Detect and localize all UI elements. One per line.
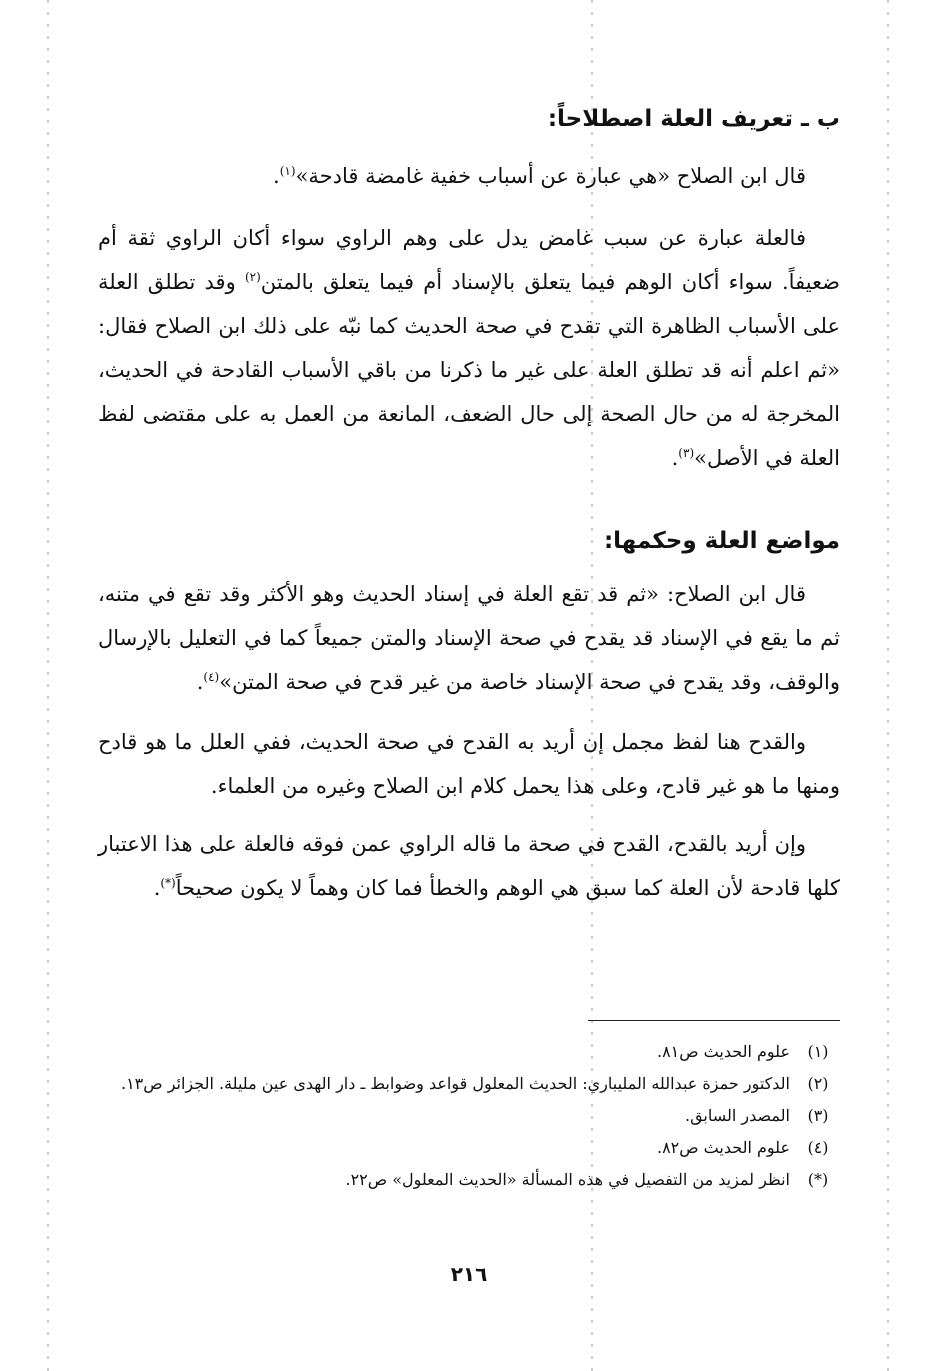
footnotes: [98, 1036, 840, 1196]
paragraph-positions-end: .: [196, 670, 204, 694]
footnote-separator: [588, 1020, 840, 1021]
footnote-ref-4: (٤): [203, 670, 220, 684]
paragraph-illa-text: فالعلة عبارة عن سبب غامض يدل على وهم الراوي سواء أكان الراوي ثقة أم ضعيفاً. سواء أكان الوهم فيما يتعلق بالإسناد أم فيما يتعلق بالمتن: [98, 226, 840, 294]
footnote-ref-star: (*): [160, 876, 176, 890]
paragraph-positions-text: قال ابن الصلاح: «ثم قد تقع العلة في إسناد الحديث وهو الأكثر وقد تقع في متنه، ثم ما يقع في الإسناد قد يقدح في صحة الإسناد والمتن جميعاً كما في التعليل بالإرسال والوقف، وقد يقدح في صحة الإسناد خاصة من غير قدح في صحة المتن»: [98, 582, 840, 694]
footnote-number: (*): [807, 1170, 829, 1189]
paragraph-quote: [98, 154, 840, 198]
paragraph-qadh-text: والقدح هنا لفظ مجمل إن أريد به القدح في صحة الحديث، ففي العلل ما هو قادح ومنها ما هو غير قادح، وعلى هذا يحمل كلام ابن الصلاح وغيره من العلماء.: [98, 730, 840, 798]
footnote-text: انظر لمزيد من التفصيل في هذه المسألة «الحديث المعلول» ص٢٢.: [345, 1170, 790, 1189]
footnote-item: [98, 1164, 840, 1196]
footnote-text: المصدر السابق.: [684, 1106, 790, 1125]
paragraph-quote-end: .: [273, 164, 280, 188]
paragraph-wain-text: وإن أريد بالقدح، القدح في صحة ما قاله الراوي عمن فوقه فالعلة على هذا الاعتبار كلها قادحة لأن العلة كما سبق هي الوهم والخطأ فما كان وهماً لا يكون صحيحاً: [98, 832, 840, 900]
footnote-number: (٤): [807, 1138, 829, 1157]
main-text: [98, 96, 840, 910]
page-number: ٢١٦: [450, 1262, 488, 1286]
footnote-ref-1: (١): [279, 164, 296, 178]
footnote-item: [98, 1068, 840, 1100]
paragraph-wain: [98, 822, 840, 910]
paragraph-positions: [98, 572, 840, 704]
heading-definition: ب ـ تعريف العلة اصطلاحاً:: [547, 106, 840, 132]
footnote-number: (١): [807, 1042, 829, 1061]
footnote-text: علوم الحديث ص٨٢.: [656, 1138, 790, 1157]
heading-positions: مواضع العلة وحكمها:: [603, 528, 840, 554]
footnote-ref-2: (٢): [244, 270, 261, 284]
footnote-number: (٣): [807, 1106, 829, 1125]
footnote-text: علوم الحديث ص٨١.: [656, 1042, 790, 1061]
footnote-item: [98, 1100, 840, 1132]
footnote-ref-3: (٣): [678, 446, 695, 460]
paragraph-quote-text: قال ابن الصلاح «هي عبارة عن أسباب خفية غامضة قادحة»: [295, 164, 806, 188]
footnote-item: [98, 1036, 840, 1068]
footnote-number: (٢): [807, 1074, 829, 1093]
paragraph-illa-definition: [98, 216, 840, 480]
footnote-item: [98, 1132, 840, 1164]
paragraph-illa-end: .: [671, 446, 679, 470]
paragraph-wain-end: .: [153, 876, 161, 900]
paragraph-qadh: [98, 720, 840, 808]
footnote-text: الدكتور حمزة عبدالله المليباري: الحديث المعلول قواعد وضوابط ـ دار الهدى عين مليلة. الجزائر ص١٣.: [120, 1074, 790, 1093]
paragraph-illa-continuation: وقد تطلق العلة على الأسباب الظاهرة التي تقدح في صحة الحديث كما نبّه على ذلك ابن الصلاح فقال: «ثم اعلم أنه قد تطلق العلة على غير ما ذكرنا من باقي الأسباب القادحة في الحديث، المخرجة له من حال الصحة إلى حال الضعف، المانعة من العمل به على مقتضى لفظ العلة في الأصل»: [98, 270, 840, 470]
